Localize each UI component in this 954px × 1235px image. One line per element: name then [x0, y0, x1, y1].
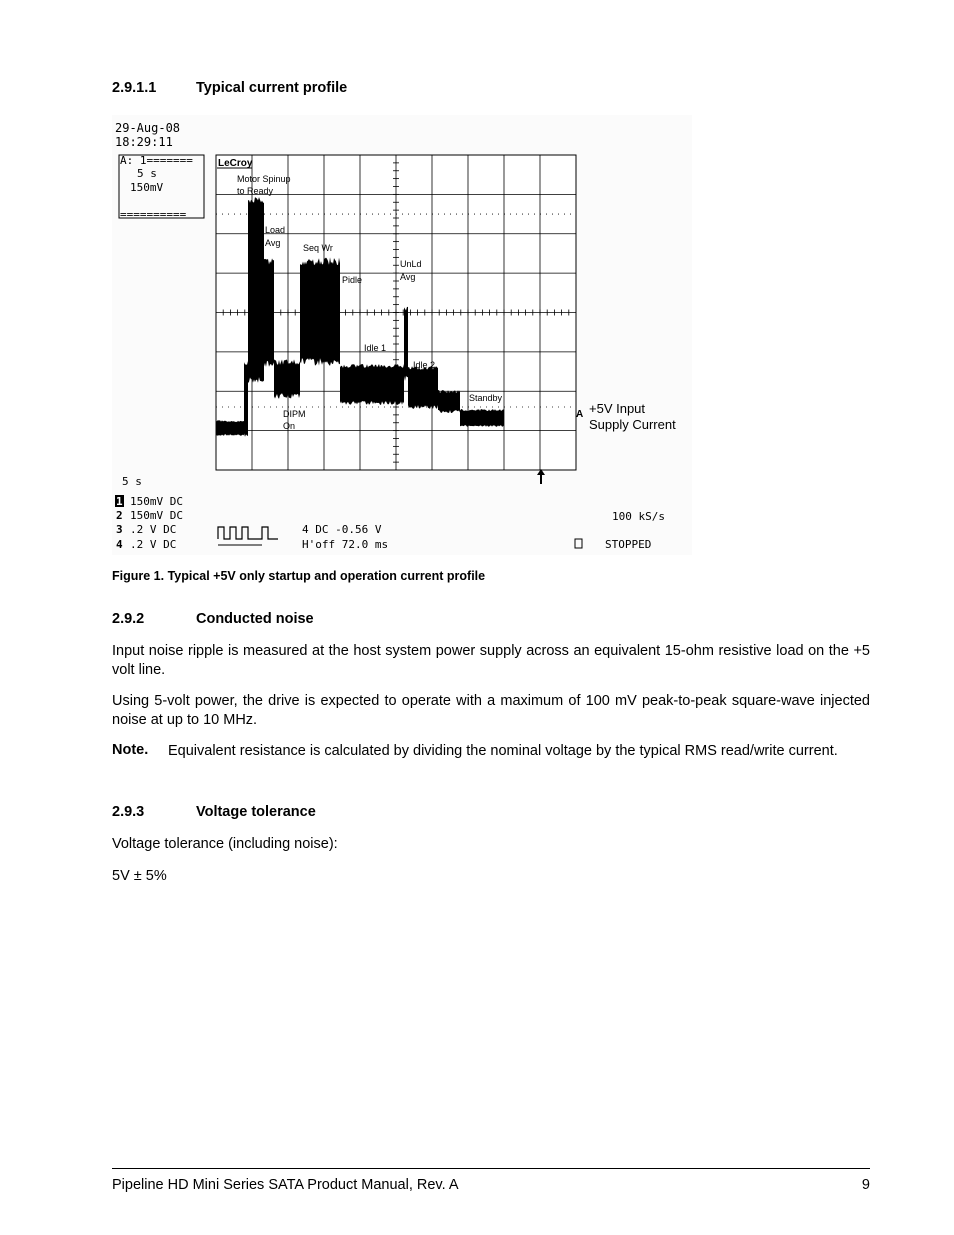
- svg-text:2: 2: [116, 509, 123, 522]
- annotation-standby: Standby: [469, 393, 503, 403]
- scope-time: 18:29:11: [115, 135, 173, 149]
- annotation-on: On: [283, 421, 296, 431]
- paragraph-5v-power: Using 5-volt power, the drive is expected to operate with a maximum of 100 mV peak-to-peak square-wave injected noise at up to 10 MHz.: [112, 693, 870, 728]
- annotation-idle-1: Idle 1: [364, 343, 387, 353]
- annotation-load: Load: [265, 225, 286, 235]
- section-title: Conducted noise: [196, 611, 314, 627]
- figure-caption: Figure 1. Typical +5V only startup and operation current profile: [112, 569, 486, 583]
- scope-trigger-level: 4 DC -0.56 V: [302, 523, 382, 536]
- annotation-seq-wr: Seq Wr: [303, 243, 333, 253]
- scope-status: STOPPED: [605, 538, 652, 551]
- oscilloscope-figure: [112, 115, 692, 555]
- page-number: 9: [861, 1177, 870, 1193]
- section-number: 2.9.3: [112, 804, 145, 820]
- scope-ch3: .2 V DC: [130, 523, 177, 536]
- trace-marker-a: A: [576, 409, 584, 420]
- section-title: Voltage tolerance: [196, 804, 316, 820]
- trace-label-2: Supply Current: [589, 417, 676, 432]
- paragraph-input-noise: Input noise ripple is measured at the host system power supply across an equivalent 15-ohm resistive load on the +5 volt line.: [112, 643, 870, 678]
- annotation-avg-1: Avg: [265, 238, 281, 248]
- trace-label-1: +5V Input: [589, 401, 646, 416]
- annotation-motor-spinup: Motor Spinup: [237, 174, 291, 184]
- scope-box-header: A: 1=======: [120, 154, 193, 167]
- paragraph-tolerance-value: 5V ± 5%: [112, 868, 167, 884]
- footer-rule: [112, 1168, 870, 1169]
- scope-sample-rate: 100 kS/s: [612, 510, 665, 523]
- paragraph-voltage-tolerance: Voltage tolerance (including noise):: [112, 836, 338, 852]
- svg-text:4: 4: [116, 538, 123, 551]
- svg-text:3: 3: [116, 523, 123, 536]
- section-number: 2.9.2: [112, 611, 145, 627]
- scope-box-volts: 150mV: [130, 181, 164, 194]
- svg-text:1: 1: [116, 495, 123, 508]
- annotation-avg-2: Avg: [400, 272, 416, 282]
- scope-box-footer: ==========: [120, 208, 187, 221]
- scope-ch2: 150mV DC: [130, 509, 183, 522]
- annotation-pidle: Pidle: [342, 275, 363, 285]
- scope-ch4: .2 V DC: [130, 538, 177, 551]
- scope-ch1: 150mV DC: [130, 495, 183, 508]
- scope-holdoff: H'off 72.0 ms: [302, 538, 389, 551]
- annotation-to-ready: to Ready: [237, 186, 274, 196]
- note-text: Equivalent resistance is calculated by dividing the nominal voltage by the typical RMS read/write current.: [168, 743, 838, 759]
- annotation-unld: UnLd: [400, 259, 422, 269]
- scope-brand: LeCroy: [218, 158, 253, 169]
- section-number: 2.9.1.1: [112, 80, 157, 96]
- note-label: Note.: [112, 742, 149, 758]
- annotation-idle-2: Idle 2: [413, 360, 436, 370]
- section-title: Typical current profile: [196, 80, 348, 96]
- scope-box-timebase: 5 s: [137, 167, 157, 180]
- scope-date: 29-Aug-08: [115, 121, 181, 135]
- footer-title: Pipeline HD Mini Series SATA Product Manual, Rev. A: [112, 1177, 459, 1193]
- annotation-dipm: DIPM: [283, 409, 306, 419]
- scope-timebase: 5 s: [122, 475, 142, 488]
